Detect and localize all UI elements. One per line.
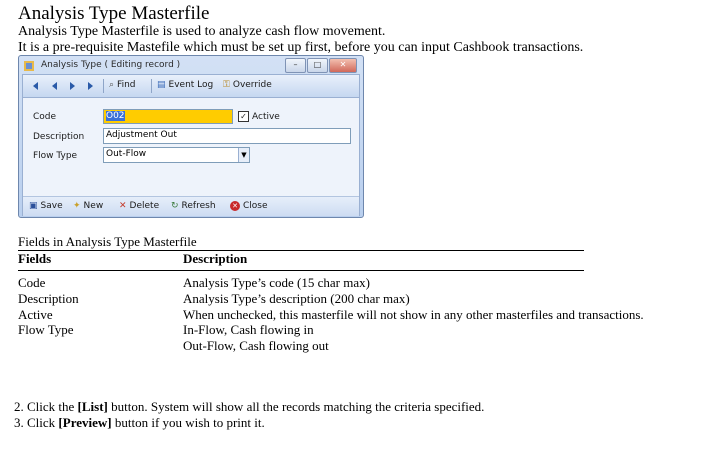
chevron-down-icon: ▼ — [238, 148, 249, 162]
table-cell-description: In-Flow, Cash flowing in — [183, 322, 314, 337]
refresh-button[interactable]: ↻ Refresh — [171, 201, 216, 211]
header-description: Description — [183, 251, 248, 266]
table-cell-description: Analysis Type’s description (200 char max) — [183, 291, 410, 306]
delete-button[interactable]: ✕ Delete — [119, 201, 160, 211]
table-top-rule — [18, 250, 584, 251]
last-record-icon[interactable] — [88, 82, 93, 90]
intro-paragraph-2: It is a pre-requisite Mastefile which must be set up first, before you can input Cashbook transactions. — [18, 40, 584, 55]
code-label: Code — [33, 112, 57, 122]
new-document-icon: ✦ — [73, 201, 81, 211]
override-button[interactable]: ⚿ Override — [223, 80, 272, 90]
floppy-icon: ▣ — [29, 201, 38, 211]
table-cell-field: Flow Type — [18, 322, 74, 337]
minimize-button[interactable]: – — [285, 58, 306, 73]
first-record-icon[interactable] — [33, 82, 38, 90]
close-circle-icon: ✕ — [230, 201, 240, 211]
event-log-button[interactable]: ▤ Event Log — [157, 80, 214, 90]
table-cell-description: Out-Flow, Cash flowing out — [183, 338, 329, 353]
page-title: Analysis Type Masterfile — [18, 3, 210, 24]
checkbox-checked-icon: ✓ — [238, 111, 249, 122]
table-caption: Fields in Analysis Type Masterfile — [18, 234, 197, 249]
active-checkbox[interactable]: ✓ Active — [238, 111, 280, 122]
close-window-button[interactable]: ✕ — [329, 58, 357, 73]
header-fields: Fields — [18, 251, 52, 266]
flow-type-select[interactable]: Out-Flow ▼ — [103, 147, 250, 163]
table-cell-description: Analysis Type’s code (15 char max) — [183, 275, 370, 290]
new-button[interactable]: ✦ New — [73, 201, 104, 211]
table-cell-field: Description — [18, 291, 79, 306]
save-button[interactable]: ▣ Save — [29, 201, 63, 211]
delete-x-icon: ✕ — [119, 201, 127, 211]
table-cell-field: Active — [18, 307, 53, 322]
event-log-icon: ▤ — [157, 80, 166, 90]
table-cell-description: When unchecked, this masterfile will not show in any other masterfiles and transactions. — [183, 307, 644, 322]
next-record-icon[interactable] — [70, 82, 75, 90]
close-button[interactable]: ✕ Close — [230, 201, 268, 211]
analysis-type-window — [18, 55, 364, 218]
header-bottom-rule — [18, 270, 584, 271]
description-label: Description — [33, 132, 85, 142]
step-2: 2. Click the [List] button. System will show all the records matching the criteria specified. — [14, 399, 485, 414]
record-toolbar — [23, 75, 359, 98]
maximize-button[interactable]: □ — [307, 58, 328, 73]
app-icon — [24, 61, 34, 71]
flow-type-label: Flow Type — [33, 151, 78, 161]
previous-record-icon[interactable] — [52, 82, 57, 90]
step-3: 3. Click [Preview] button if you wish to print it. — [14, 415, 265, 430]
window-title: Analysis Type ( Editing record ) — [41, 60, 181, 70]
code-field[interactable]: O02 — [103, 109, 233, 124]
find-button[interactable]: ⌕ Find — [109, 80, 136, 90]
description-field[interactable]: Adjustment Out — [103, 128, 351, 144]
table-cell-field: Code — [18, 275, 46, 290]
refresh-icon: ↻ — [171, 201, 179, 211]
action-bar — [23, 196, 359, 216]
intro-paragraph-1: Analysis Type Masterfile is used to analyze cash flow movement. — [18, 24, 386, 39]
magnifier-icon: ⌕ — [109, 80, 115, 90]
override-icon: ⚿ — [223, 80, 230, 90]
